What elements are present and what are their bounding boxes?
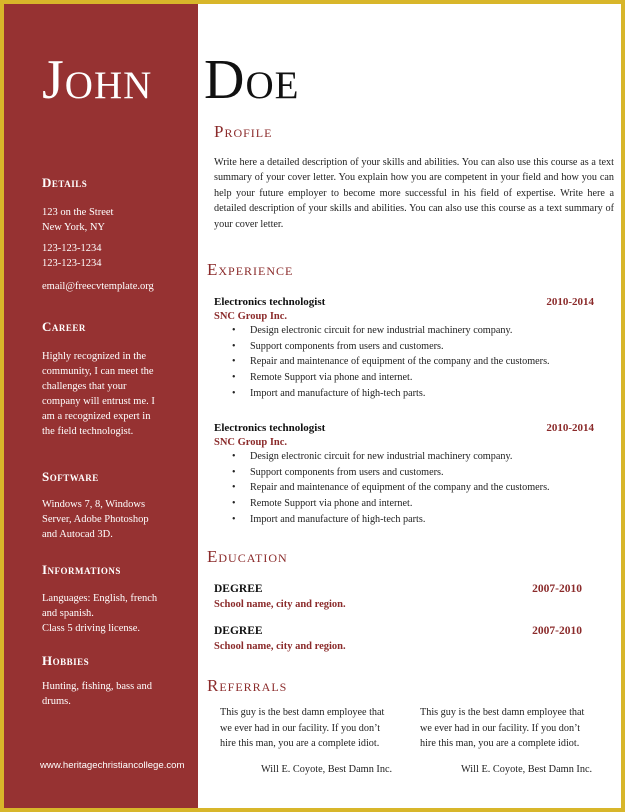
hobbies-title: Hobbies: [42, 653, 90, 668]
career-section: [42, 319, 192, 439]
address-line-1: 123 on the Street: [42, 207, 114, 218]
job-bullet: • Import and manufacture of high-tech parts.: [214, 386, 594, 402]
phone-2: 123-123-1234: [42, 258, 102, 269]
experience-title: Experience: [207, 260, 294, 279]
referral-author: Will E. Coyote, Best Damn Inc.: [261, 764, 393, 775]
education-years: 2007-2010: [532, 625, 582, 637]
education-entry: [214, 625, 582, 652]
education-entry: [214, 583, 582, 610]
degree-name: DEGREE: [214, 583, 263, 595]
job-bullet: • Design electronic circuit for new industrial machinery company.: [214, 449, 594, 465]
referrals-title: Referrals: [207, 676, 288, 695]
degree-name: DEGREE: [214, 625, 263, 637]
job-company: SNC Group Inc.: [214, 311, 288, 322]
job-header: [214, 422, 594, 434]
job-bullet: • Repair and maintenance of equipment of the company and the customers.: [214, 354, 594, 370]
job-header: [214, 296, 594, 308]
hobbies-line: Hunting, fishing, bass and: [42, 681, 152, 692]
last-name: Doe: [204, 49, 300, 111]
career-text: [42, 349, 192, 439]
informations-line: and spanish.: [42, 608, 94, 619]
career-line: Highly recognized in the: [42, 351, 147, 362]
job-years: 2010-2014: [546, 296, 594, 308]
software-line: and Autocad 3D.: [42, 529, 113, 540]
job-bullet: • Remote Support via phone and internet.: [214, 370, 594, 386]
referral-line: This guy is the best damn employee that: [220, 707, 385, 718]
informations-line: Class 5 driving license.: [42, 623, 140, 634]
career-line: company will entrust me. I: [42, 396, 155, 407]
job-bullet: • Design electronic circuit for new industrial machinery company.: [214, 323, 594, 339]
first-name: John: [42, 49, 153, 111]
hobbies-line: drums.: [42, 696, 71, 707]
referral-quote: [220, 705, 406, 752]
watermark-url: www.heritagechristiancollege.com: [40, 760, 185, 771]
referral-line: we ever had in our facility. If you don’t: [420, 722, 581, 734]
career-line: challenges that your: [42, 381, 127, 392]
profile-text: Write here a detailed description of your skills and abilities. You can also use this course as a text summary of your cover letter. You explain how you are competent in your field and how you can help your future employer to become more successful in his field of expertise. Write here a detailed description of your skills and abilities. You can also use this course as a text summary of your cover letter.: [214, 157, 614, 230]
software-text: [42, 497, 192, 542]
details-section: [42, 175, 192, 294]
job-role: Electronics technologist: [214, 422, 326, 434]
job-bullet: • Import and manufacture of high-tech parts.: [214, 512, 594, 528]
software-line: Windows 7, 8, Windows: [42, 499, 146, 510]
informations-title: Informations: [42, 562, 121, 577]
education-header: [214, 583, 582, 595]
job-bullet: • Remote Support via phone and internet.: [214, 496, 594, 512]
job-entry: [214, 296, 594, 402]
email-link[interactable]: email@freecvtemplate.org: [42, 281, 154, 292]
referral-line: This guy is the best damn employee that: [420, 707, 585, 718]
address-line-2: New York, NY: [42, 222, 106, 233]
software-line: Server, Adobe Photoshop: [42, 514, 149, 525]
job-bullet: • Support components from users and customers.: [214, 465, 594, 481]
job-years: 2010-2014: [546, 422, 594, 434]
career-title: Career: [42, 319, 86, 334]
referral-line: hire this man, you are a complete idiot.: [220, 738, 380, 749]
hobbies-section: [42, 653, 192, 709]
informations-section: [42, 562, 192, 636]
referral-line: hire this man, you are a complete idiot.: [420, 738, 580, 749]
career-line: community, I can meet the: [42, 366, 154, 377]
profile-title: Profile: [214, 122, 273, 141]
hobbies-text: [42, 679, 192, 709]
job-role: Electronics technologist: [214, 296, 326, 308]
software-section: [42, 469, 192, 542]
school-name: School name, city and region.: [214, 641, 346, 652]
job-company: SNC Group Inc.: [214, 437, 288, 448]
school-name: School name, city and region.: [214, 599, 346, 610]
job-bullet: • Repair and maintenance of equipment of the company and the customers.: [214, 480, 594, 496]
referral-line: we ever had in our facility. If you don’t: [220, 722, 381, 734]
education-title: Education: [207, 547, 288, 566]
software-title: Software: [42, 469, 99, 484]
job-entry: [214, 422, 594, 528]
resume-name: [42, 48, 300, 112]
job-bullets: [214, 323, 594, 402]
job-bullets: [214, 449, 594, 528]
education-header: [214, 625, 582, 637]
informations-line: Languages: English, french: [42, 593, 158, 604]
career-line: am a recognized expert in: [42, 411, 151, 422]
referral-quote: [420, 705, 606, 752]
details-title: Details: [42, 175, 88, 190]
phone-1: 123-123-1234: [42, 243, 102, 254]
referral-author: Will E. Coyote, Best Damn Inc.: [461, 764, 593, 775]
education-years: 2007-2010: [532, 583, 582, 595]
job-bullet: • Support components from users and customers.: [214, 339, 594, 355]
informations-text: [42, 591, 192, 636]
career-line: the field technologist.: [42, 426, 134, 437]
